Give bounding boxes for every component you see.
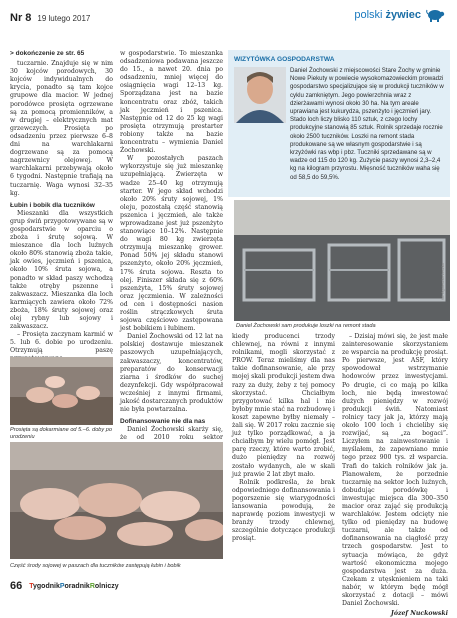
- brand-letter: P: [59, 582, 65, 590]
- brand-word: oradnik: [64, 582, 90, 590]
- section-name: żywiec: [385, 9, 421, 21]
- paragraph: Daniel Żochowski skarży się, że od 2010 roku sektor: [120, 426, 223, 442]
- column-1: [10, 50, 113, 370]
- issue-number: Nr 8: [10, 12, 32, 24]
- pens-image: [234, 200, 450, 321]
- continuation-note: > dokończenie ze str. 65: [10, 50, 85, 57]
- piglets-photo: [10, 357, 113, 425]
- box-text-body: Daniel Żochowski z miejscowości Stare Żochy w gminie Nowe Piekuty w powiecie wysokomazowieckim prowadzi gospodarstwo specjalizujące się w produkcji tuczników w cyklu zamkniętym. Jego powierzchnia wraz z dzierżawami wynosi około 30 ha. Na tym areale uprawiana jest kukurydza, pszenżyto i jęczmień jary. Stado loch liczy blisko 110 sztuk, z czego lochy produkcyjne stanowią 85 sztuk. Rolnik sprzedaje rocznie około 2500 tuczników. Loszki na remont stada produkowane są we własnym gospodarstwie i są krzyżówki ras wbp i pbz. Tuczniki sprzedawane są w wadze od 115 do 120 kg. Zużycie paszy wynosi 2,3–2,4 kg na kilogram przyrostu. Mięsność tuczników waha się od 58,5 do 59,5%.: [290, 67, 444, 181]
- paragraph: W pozostałych paszach wykorzystuje się już mieszankę uzupełniającą. Zwierzęta w wadze 25–40 kg otrzymują starter. W jego skład wchodzi około 20% śruty sojowej, 1% oleju, pozostałą część stanowią pszenica i jęczmień, ale także wprowadzane jest już pszenżyto stanowiące 10–12%. Następnie do wagi 80 kg zwierzęta otrzymują mieszankę grower. Ponad 50% jej składu stanowi pszenżyto, około 20% jęczmień, 17% śruta sojowa. Reszta to olej. Finiszer składa się z 60% pszenżyta, 15% śruty sojowej oraz jęczmienia. W zależności od cen i dostępności nasion roślin strączkowych śruta sojowa częściowo zastępowana jest bobikiem i łubinem.: [120, 155, 223, 333]
- piglets-image: [10, 357, 113, 425]
- subheading: Dofinansowanie nie dla nas: [120, 418, 206, 426]
- paragraph: Daniel Żochowski od 12 lat na polskiej dostawuje mieszanek paszowych uzupełniających, zakwaszaczy, koncentratów, preparatów do konserwacji ziarna i środków do suchej dezynfekcji. Gdy współpracował wcześniej z innymi firmami, jakość dostarczanych produktów nie była powtarzalna.: [120, 333, 223, 414]
- paragraph: Mieszanki dla wszystkich grup świń przygotowywane są w gospodarstwie w oparciu o zboża i śrutę sojową. W mieszance dla loch luźnych około 80% stanowią zboża takie, jak owies, jęczmień i pszenica, około 10% śruta sojowa, a ponadto w skład paszy wchodzą także otręby pszenne i zakwaszacz. Mieszanka dla loch karmiących zawiera około 72% zboża, 18% śruty sojowej oraz olej rybny lub sojowy i zakwaszacz.: [10, 209, 113, 331]
- paragraph: – Dzisiaj mówi się, że jest małe zainteresowanie skorzystaniem ze wsparcia na produkcję prosiąt. Po pierwsze, jest ASF, który spowodował wstrzymanie hodowców przez inwestycjami. Po drugie, ci co mają po kilka loch, nie będą inwestować dużych pieniędzy w rozwój produkcji świń. Natomiast rolnicy tacy jak ja, którzy mają około 100 loch i chcieliby się rozwijać, są „za bogaci”. Liczyłem na zainwestowanie i myślałem, że zapewniano mnie tego przez 900 tys. zł wsparcia. Trafi do takich rolników jak ja. Planowałem, że porzednie tuczarnię na sektor loch luźnych, dobudując porodówkę i inwestując miejsca dla 300–350 macior oraz zająć się produkcją warchlaków. Jestem odcięty nie tylko od pieniędzy na budowę tuczarni, ale także od dofinansowania na ciągłość przy trzech gospodarstw. Jest to sytuacja mówiąca, że gdyż wartość ekonomiczna mojego gospodarstwa jest za duża. Czekam z utęsknieniem na taki nabór, w którym będę mógł skorzystać z dotacji – mówi Daniel Żochowski.: [342, 333, 449, 608]
- paragraph: kiedy producenci trzody chlewnej, na równi z innymi rolnikami, mogli skorzystać z PROW. Teraz mieliśmy dla nas takie dofinansowanie, ale przy mojej skali produkcji jestem dwa razy za duży, żeby z tej pomocy skorzystać. Chciałbym przygotować kilka hal i nie byłoby mnie stać na rozbudowę i koszt zapewne byłby niemały – żali się. W 2017 roku zacznie się już tylko porządkować, a ja chciałbym by wielu pomógł. Jest parę rzeczy, które warto zrobić, dużo pieniędzy na rozwój zostało wydanych, ale w skali już prawie 2 lat zbyt mało.: [232, 333, 335, 478]
- brand-word: olniczy: [94, 582, 119, 590]
- column-3: [232, 333, 335, 573]
- box-heading: WIZYTÓWKA GOSPODARSTWA: [234, 56, 335, 63]
- column-2: [120, 50, 223, 440]
- pens-caption: Daniel Żochowski sam produkuje loszki na remont stada: [236, 323, 376, 329]
- farm-info-box: [228, 50, 450, 197]
- page-number: 66: [10, 580, 23, 592]
- pig-icon: [425, 8, 445, 22]
- section-title: [354, 9, 421, 21]
- column-4: [342, 333, 449, 618]
- brand-letter: R: [89, 582, 95, 590]
- paragraph: w gospodarstwie. To mieszanka odsadzeniowa podawana jeszcze do 15., a nawet 20. dnia po odsadzeniu, mniej więcej do osiągnięcia wagi 12–13 kg. Sporządzana jest na bazie koncentratu oraz zbóż, takich jak jęczmień i pszenica. Następnie od 12 do 25 kg wagi prosięta otrzymują prestarter robiony także na bazie koncentratu – wymienia Daniel Żochowski.: [120, 50, 223, 155]
- piglets-caption: Prosięta są dokarmiane od 5.–6. doby po urodzeniu: [10, 427, 112, 440]
- pigs-caption: Część środy sojowej w paszach dla tuczników zastępują łubin i bobik: [10, 563, 181, 569]
- publication-brand: [29, 583, 118, 590]
- author-signature: Józef Nuckowski: [390, 610, 448, 618]
- section-prefix: polski: [354, 9, 383, 21]
- pigs-image: [10, 442, 223, 559]
- brand-word: ygodnik: [33, 582, 60, 590]
- page-footer: [10, 578, 447, 594]
- pens-photo: [234, 200, 450, 321]
- photo-credit: fot. Agnieszka Leszka: [441, 263, 445, 300]
- subheading: Łubin i bobik dla tuczników: [10, 201, 95, 209]
- fattening-pigs-photo: [10, 442, 223, 559]
- paragraph: – Prosięta zaczynam karmić w 5. lub 6. dobie po urodzeniu. Otrzymują paszę: [10, 331, 113, 355]
- page-header: [10, 6, 447, 30]
- issue-date: 19 lutego 2017: [37, 13, 91, 23]
- brand-letter: T: [29, 582, 34, 590]
- box-text: [234, 67, 444, 182]
- paragraph: tuczarnie. Znajduje się w nim 30 kojców porodowych, 30 kojców indywidualnych do krycia, ponadto są tam kojce grupowe dla macior. W jednej porodówce prosięta ogrzewane są za pomocą promienników, a w drugiej – elektrycznych mat grzewczych. Prosięta po odsadzeniu przez pierwsze 6–8 dni na warchlakarni dogrzewane są za pomocą nagrzewnicy olejowej. W warchlakarni przebywają około 6 tygodni. Następnie trafiają na tuczarnię. Waga wynosi 32–35 kg.: [10, 60, 113, 197]
- paragraph: Rolnik podkreśla, że brak odpowiedniego dofinansowania i pogorszenie się wiarygodności lansowania powodują, że naprawdę poziom inwestycji w branży trzody chlewnej, szczególnie dotyczące produkcji prosiąt.: [232, 478, 335, 543]
